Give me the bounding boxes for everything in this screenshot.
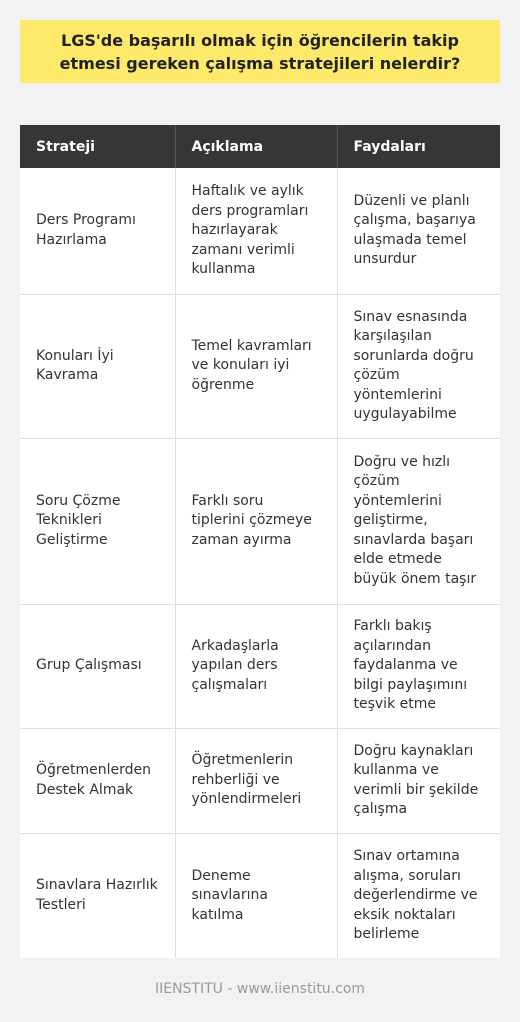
table-row [20, 168, 500, 294]
header-benefits: Faydaları [337, 125, 500, 168]
description-cell: Haftalık ve aylık ders programları hazırlayarak zamanı verimli kullanma [175, 168, 337, 294]
table-row [20, 728, 500, 833]
header-row [20, 125, 500, 168]
table-row [20, 294, 500, 438]
benefits-cell: Farklı bakış açılarından faydalanma ve bilgi paylaşımını teşvik etme [337, 604, 500, 728]
strategy-cell: Konuları İyi Kavrama [20, 294, 175, 438]
description-cell: Temel kavramları ve konuları iyi öğrenme [175, 294, 337, 438]
table-body [20, 168, 500, 958]
description-cell: Arkadaşlarla yapılan ders çalışmaları [175, 604, 337, 728]
table-row [20, 438, 500, 604]
benefits-cell: Doğru ve hızlı çözüm yöntemlerini geliştirme, sınavlarda başarı elde etmede büyük önem taşır [337, 438, 500, 604]
benefits-cell: Düzenli ve planlı çalışma, başarıya ulaşmada temel unsurdur [337, 168, 500, 294]
table-header [20, 125, 500, 168]
table-row [20, 833, 500, 958]
strategy-cell: Öğretmenlerden Destek Almak [20, 728, 175, 833]
table-row [20, 604, 500, 728]
benefits-cell: Doğru kaynakları kullanma ve verimli bir şekilde çalışma [337, 728, 500, 833]
header-description: Açıklama [175, 125, 337, 168]
description-cell: Deneme sınavlarına katılma [175, 833, 337, 958]
footer-credit: IIENSTITU - www.iienstitu.com [154, 981, 366, 997]
description-cell: Farklı soru tiplerini çözmeye zaman ayırma [175, 438, 337, 604]
strategy-table [20, 125, 500, 958]
benefits-cell: Sınav ortamına alışma, soruları değerlendirme ve eksik noktaları belirleme [353, 848, 478, 942]
description-cell: Öğretmenlerin rehberliği ve yönlendirmeleri [175, 728, 337, 833]
strategy-cell: Grup Çalışması [20, 604, 175, 728]
header-strategy: Strateji [20, 125, 175, 168]
title-banner [20, 20, 500, 83]
benefits-cell: Sınav esnasında karşılaşılan sorunlarda doğru çözüm yöntemlerini uygulayabilme [337, 294, 500, 438]
strategy-cell: Sınavlara Hazırlık Testleri [20, 833, 175, 958]
strategy-cell: Ders Programı Hazırlama [20, 168, 175, 294]
page-title: LGS'de başarılı olmak için öğrencilerin takip etmesi gereken çalışma stratejileri nelerdir? [59, 30, 461, 73]
strategy-cell: Soru Çözme Teknikleri Geliştirme [20, 438, 175, 604]
